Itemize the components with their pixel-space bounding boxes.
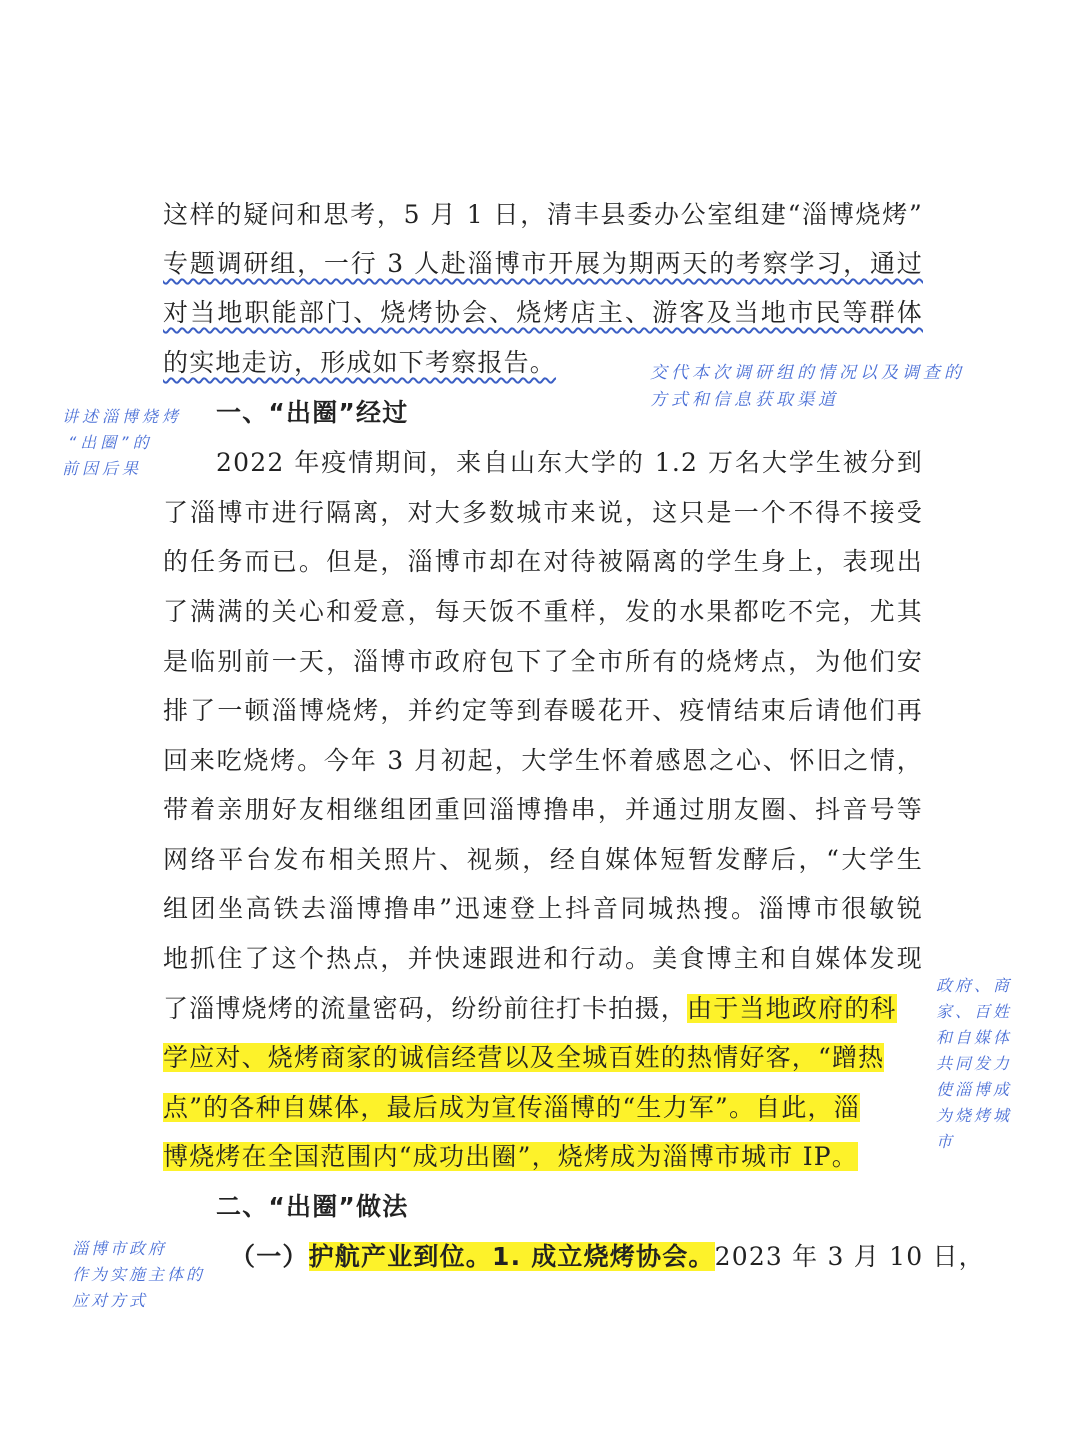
highlight-segment: 由于当地政府的科	[687, 994, 897, 1023]
para1-line-9: 网络平台发布相关照片、视频，经自媒体短暂发酵后，“大学生	[163, 845, 923, 874]
intro-line-2: 专题调研组，一行 3 人赴淄博市开展为期两天的考察学习，通过	[163, 249, 923, 278]
heading-1: 一、“出圈”经过	[216, 398, 409, 427]
para1-line-1: 2022 年疫情期间，来自山东大学的 1.2 万名大学生被分到	[216, 448, 923, 477]
annotation-survey: 交代本次调研组的情况以及调查的 方式和信息获取渠道	[650, 363, 965, 410]
para1-line-2: 了淄博市进行隔离，对大多数城市来说，这只是一个不得不接受	[163, 498, 923, 527]
para1-line-8: 带着亲朋好友相继组团重回淄博撸串，并通过朋友圈、抖音号等	[163, 795, 923, 824]
annotation-story: 讲述淄博烧烤 “出圈”的 前因后果	[62, 407, 183, 478]
annotation-government: 淄博市政府 作为实施主体的 应对方式	[72, 1239, 206, 1310]
para1-line-5: 是临别前一天，淄博市政府包下了全市所有的烧烤点，为他们安	[163, 647, 923, 676]
subsection-1-line: （一）护航产业到位。1. 成立烧烤协会。2023 年 3 月 10 日，	[230, 1242, 985, 1271]
para1-line-12: 了淄博烧烤的流量密码，纷纷前往打卡拍摄，由于当地政府的科	[163, 994, 897, 1023]
para1-line-7: 回来吃烧烤。今年 3 月初起，大学生怀着感恩之心、怀旧之情，	[163, 746, 923, 775]
para1-line-15: 博烧烤在全国范围内“成功出圈”，烧烤成为淄博市城市 IP。	[163, 1142, 859, 1171]
para1-line-14: 点”的各种自媒体，最后成为宣传淄博的“生力军”。自此，淄	[163, 1093, 860, 1122]
para1-line-10: 组团坐高铁去淄博撸串”迅速登上抖音同城热搜。淄博市很敏锐	[163, 894, 923, 923]
para1-line-11: 地抓住了这个热点，并快速跟进和行动。美食博主和自媒体发现	[163, 944, 923, 973]
para1-line-3: 的任务而已。但是，淄博市却在对待被隔离的学生身上，表现出	[163, 547, 923, 576]
intro-line-3: 对当地职能部门、烧烤协会、烧烤店主、游客及当地市民等群体	[163, 298, 923, 327]
para1-line-6: 排了一顿淄博烧烤，并约定等到春暖花开、疫情结束后请他们再	[163, 696, 923, 725]
subsection-1-title: 护航产业到位。1. 成立烧烤协会。	[308, 1242, 715, 1271]
para1-line-4: 了满满的关心和爱意，每天饭不重样，发的水果都吃不完，尤其	[163, 597, 923, 626]
annotation-forces: 政府、商 家、百姓 和自媒体 共同发力 使淄博成 为烧烤城 市	[936, 976, 1013, 1151]
heading-2: 二、“出圈”做法	[216, 1192, 409, 1221]
para1-line-13: 学应对、烧烤商家的诚信经营以及全城百姓的热情好客，“蹭热	[163, 1043, 885, 1072]
intro-line-4: 的实地走访，形成如下考察报告。	[163, 348, 557, 377]
intro-line-1: 这样的疑问和思考，5 月 1 日，清丰县委办公室组建“淄博烧烤”	[163, 200, 923, 229]
